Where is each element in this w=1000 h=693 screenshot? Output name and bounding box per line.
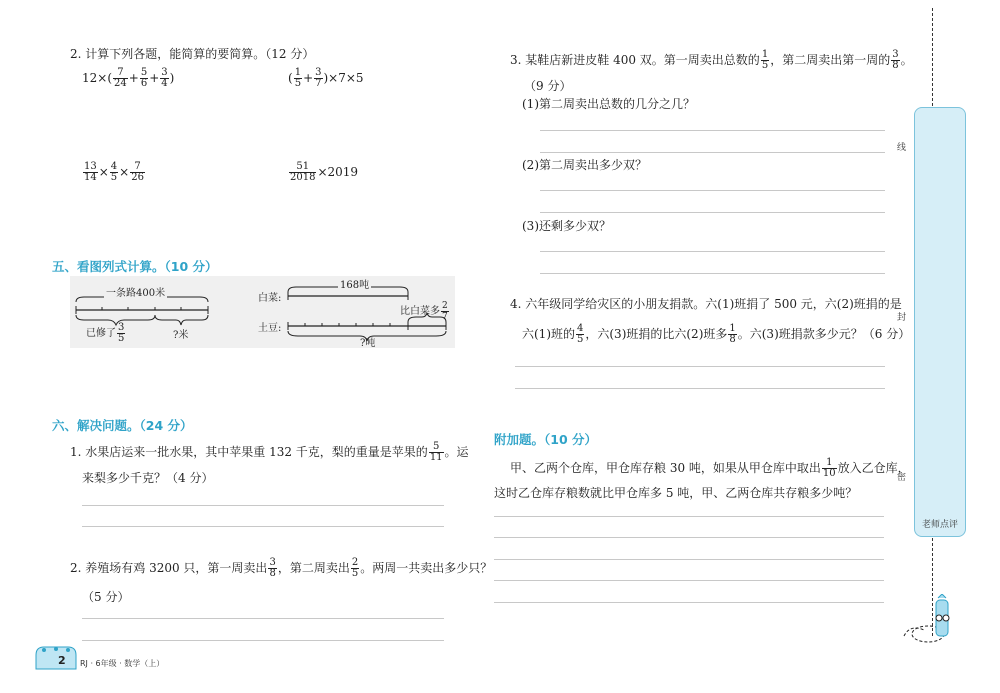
q2-expr3: $\frac{13}{14}$ × $\frac{4}{5}$ × $\frac{7}{26}$ — [84, 161, 144, 183]
s6-q2-line1: 2. 养殖场有鸡 3200 只，第一周卖出 $\frac{3}{8}$ ，第二周卖出 $\frac{2}{5}$ 。两周一共卖出多少只？ — [70, 557, 493, 579]
answer-line — [540, 130, 885, 131]
potato-unknown-label: ?吨 — [360, 338, 376, 349]
answer-line — [540, 273, 885, 274]
page-badge-icon — [34, 645, 78, 671]
q3-sub1: (1)第二周卖出总数的几分之几？ — [522, 97, 695, 111]
q3-sub3: (3)还剩多少双？ — [522, 219, 611, 233]
section-5-title: 五、看图列式计算。（10 分） — [52, 259, 218, 274]
answer-line — [540, 152, 885, 153]
s6-q1-line2: 来梨多少千克？（4 分） — [82, 471, 214, 485]
bonus-line2: 这时乙仓库存粮数就比甲仓库多 5 吨，甲、乙两仓库共存粮多少吨？ — [494, 486, 858, 500]
answer-line — [540, 190, 885, 191]
diagram-panel — [70, 276, 455, 348]
q3-score: （9 分） — [524, 79, 572, 93]
q4-line2: 六(1)班的 $\frac{4}{5}$ ，六(3)班捐的比六(2)班多 $\frac{1}{8}$ 。六(3)班捐款多少元？（6 分） — [522, 323, 911, 345]
side-char-feng: 封 — [897, 313, 907, 323]
answer-line — [540, 251, 885, 252]
cabbage-value: 168吨 — [338, 276, 371, 291]
answer-line — [494, 580, 884, 581]
footer-text: RJ · 6年级 · 数学（上） — [80, 659, 165, 668]
answer-line — [494, 516, 884, 517]
answer-line — [82, 618, 444, 619]
q2-expr1: 12×( $\frac{7}{24}$ + $\frac{5}{6}$ + $\frac{3}{4}$ ) — [82, 67, 175, 89]
potato-label: 土豆: — [258, 323, 282, 334]
s6-q1-line1: 1. 水果店运来一批水果，其中苹果重 132 千克，梨的重量是苹果的 $\frac{5}{11}$ 。运 — [70, 441, 469, 463]
answer-line — [82, 505, 444, 506]
answer-line — [494, 559, 884, 560]
page-number: 2 — [58, 654, 66, 667]
q4-line1: 4. 六年级同学给灾区的小朋友捐款。六(1)班捐了 500 元，六(2)班捐的是 — [510, 297, 902, 311]
answer-line — [515, 366, 885, 367]
q3-sub2: (2)第二周卖出多少双？ — [522, 158, 647, 172]
bonus-title: 附加题。（10 分） — [494, 432, 597, 447]
road-unknown-label: ?米 — [173, 330, 189, 341]
answer-line — [82, 640, 444, 641]
section-6-title: 六、解决问题。（24 分） — [52, 418, 193, 433]
teacher-comment-label: 老师点评 — [921, 520, 958, 530]
q2-expr4: $\frac{51}{2018}$ ×2019 — [290, 161, 359, 183]
side-char-mi: 密 — [897, 473, 907, 483]
answer-line — [82, 526, 444, 527]
answer-line — [494, 537, 884, 538]
answer-line — [515, 388, 885, 389]
side-char-xian: 线 — [897, 143, 907, 153]
answer-line — [494, 602, 884, 603]
s6-q2-line2: （5 分） — [82, 590, 130, 604]
q3-line1: 3. 某鞋店新进皮鞋 400 双。第一周卖出总数的 $\frac{1}{5}$ ，第二周卖出第一周的 $\frac{3}{8}$ 。 — [510, 49, 913, 71]
mascot-icon — [900, 594, 970, 650]
cabbage-more-label: 比白菜多 $\frac{2}{7}$ — [400, 301, 448, 322]
q2-title: 2. 计算下列各题，能简算的要简算。（12 分） — [70, 47, 315, 61]
bonus-line1: 甲、乙两个仓库，甲仓库存粮 30 吨，如果从甲仓库中取出 $\frac{1}{10}$ 放入乙仓库， — [510, 457, 910, 479]
cabbage-label: 白菜: — [258, 293, 282, 304]
road-done-label: 已修了 $\frac{3}{5}$ — [86, 322, 125, 344]
road-total-label: 一条路400米 — [104, 284, 167, 299]
q2-expr2: ( $\frac{1}{5}$ + $\frac{3}{7}$ )×7×5 — [288, 67, 364, 89]
teacher-comment-box — [914, 107, 966, 537]
answer-line — [540, 212, 885, 213]
